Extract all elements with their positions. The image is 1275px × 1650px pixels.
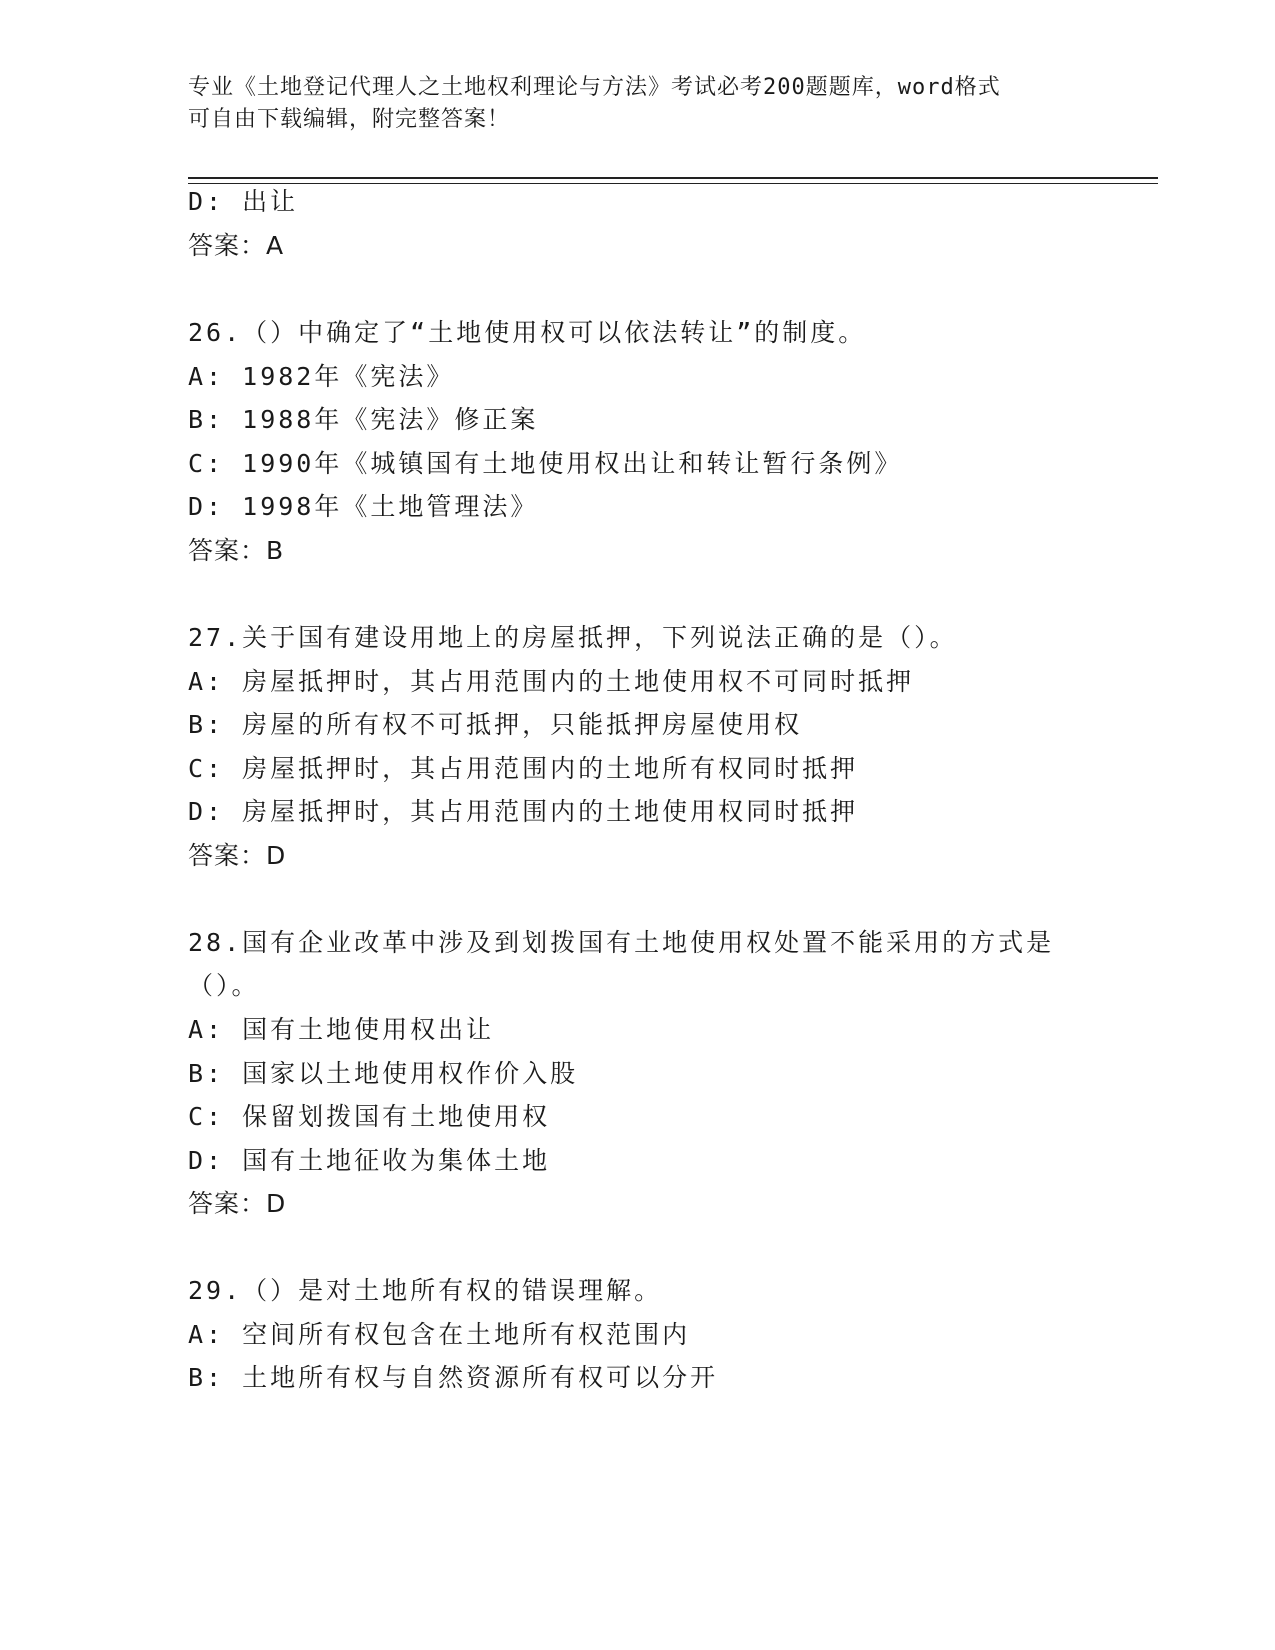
q28-question-line-2: （）。 [188,971,260,1000]
header-line-2: 可自由下载编辑，附完整答案！ [188,107,511,132]
q26-option-c: C: 1990年《城镇国有土地使用权出让和转让暂行条例》 [188,449,903,478]
q27-option-c: C: 房屋抵押时，其占用范围内的土地所有权同时抵押 [188,754,859,783]
prev-answer: 答案：A [188,231,285,260]
q26-option-d: D: 1998年《土地管理法》 [188,492,539,521]
q27-option-b: B: 房屋的所有权不可抵押，只能抵押房屋使用权 [188,710,803,739]
q29-option-a: A: 空间所有权包含在土地所有权范围内 [188,1320,691,1349]
q27-question: 27.关于国有建设用地上的房屋抵押，下列说法正确的是（）。 [188,623,958,652]
q28-option-c: C: 保留划拨国有土地使用权 [188,1102,551,1131]
q29-question: 29.（）是对土地所有权的错误理解。 [188,1276,663,1305]
q26-answer: 答案：B [188,536,285,565]
header-divider-thin [188,183,1158,184]
q27-option-d: D: 房屋抵押时，其占用范围内的土地使用权同时抵押 [188,797,859,826]
q27-answer: 答案：D [188,841,287,870]
q26-option-a: A: 1982年《宪法》 [188,362,455,391]
prev-option-d: D: 出让 [188,187,299,216]
q28-option-b: B: 国家以土地使用权作价入股 [188,1059,579,1088]
q26-question: 26.（）中确定了“土地使用权可以依法转让”的制度。 [188,318,867,347]
header-line-1: 专业《土地登记代理人之土地权利理论与方法》考试必考200题题库，word格式 [188,75,1001,100]
q26-option-b: B: 1988年《宪法》修正案 [188,405,539,434]
q28-option-d: D: 国有土地征收为集体土地 [188,1146,551,1175]
q28-option-a: A: 国有土地使用权出让 [188,1015,495,1044]
header-divider-thick [188,177,1158,179]
q29-option-b: B: 土地所有权与自然资源所有权可以分开 [188,1363,719,1392]
document-header [188,72,1088,136]
q28-question-line-1: 28.国有企业改革中涉及到划拨国有土地使用权处置不能采用的方式是 [188,928,1055,957]
q28-answer: 答案：D [188,1189,287,1218]
q27-option-a: A: 房屋抵押时，其占用范围内的土地使用权不可同时抵押 [188,667,915,696]
